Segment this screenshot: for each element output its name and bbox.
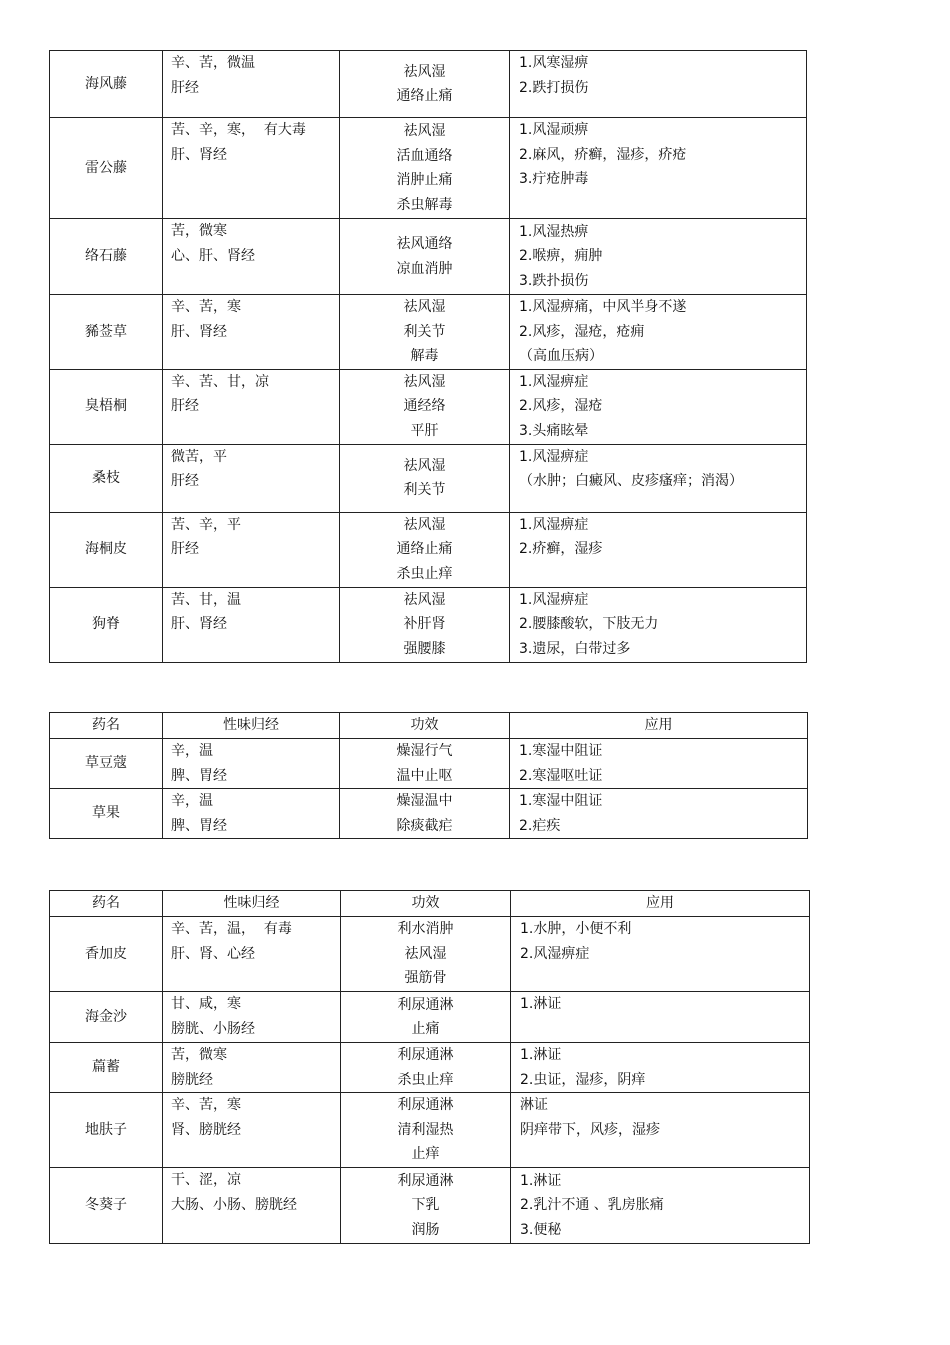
herb-properties: 辛、苦，寒 肝、肾经 — [163, 295, 340, 370]
herb-table-2 — [49, 712, 808, 839]
herb-table-1 — [49, 50, 807, 663]
herb-uses: 1.风湿痹症 2.风疹，湿疮 3.头痛眩晕 — [510, 369, 807, 444]
herb-name: 海金沙 — [50, 992, 163, 1043]
table-row — [50, 917, 810, 992]
table-row — [50, 1093, 810, 1168]
herb-uses: 1.寒湿中阻证 2.寒湿呕吐证 — [510, 739, 808, 789]
header-effects: 功效 — [340, 713, 510, 739]
herb-name: 雷公藤 — [50, 118, 163, 219]
herb-effects: 祛风湿 补肝肾 强腰膝 — [340, 587, 510, 662]
herb-uses: 1.淋证 — [511, 992, 810, 1043]
table-row — [50, 219, 807, 295]
herb-properties: 辛、苦，寒 肾、膀胱经 — [163, 1093, 341, 1168]
herb-name: 草豆蔻 — [50, 739, 163, 789]
herb-name: 桑枝 — [50, 444, 163, 512]
herb-properties: 辛、苦，微温 肝经 — [163, 51, 340, 118]
herb-effects: 祛风通络 凉血消肿 — [340, 219, 510, 295]
herb-effects: 祛风湿 通络止痛 杀虫止痒 — [340, 512, 510, 587]
header-properties: 性味归经 — [163, 891, 341, 917]
herb-effects: 利水消肿 祛风湿 强筋骨 — [341, 917, 511, 992]
herb-uses: 1.风湿痹症 2.疥癣，湿疹 — [510, 512, 807, 587]
herb-effects: 燥湿行气 温中止呕 — [340, 739, 510, 789]
herb-uses: 1.淋证 2.虫证，湿疹，阴痒 — [511, 1043, 810, 1093]
herb-properties: 辛，温 脾、胃经 — [163, 739, 340, 789]
herb-name: 香加皮 — [50, 917, 163, 992]
herb-name: 海风藤 — [50, 51, 163, 118]
herb-uses: 淋证 阴痒带下，风疹，湿疹 — [511, 1093, 810, 1168]
herb-table-3 — [49, 890, 810, 1244]
herb-effects: 燥湿温中 除痰截疟 — [340, 789, 510, 839]
herb-effects: 利尿通淋 止痛 — [341, 992, 511, 1043]
herb-name: 海桐皮 — [50, 512, 163, 587]
herb-properties: 辛、苦、甘，凉 肝经 — [163, 369, 340, 444]
table-row — [50, 739, 808, 789]
header-name: 药名 — [50, 713, 163, 739]
herb-name: 狗脊 — [50, 587, 163, 662]
herb-name: 络石藤 — [50, 219, 163, 295]
table-row — [50, 51, 807, 118]
herb-uses: 1.淋证 2.乳汁不通 、乳房胀痛 3.便秘 — [511, 1168, 810, 1244]
herb-uses: 1.风寒湿痹 2.跌打损伤 — [510, 51, 807, 118]
herb-uses: 1.风湿顽痹 2.麻风，疥癣，湿疹，疥疮 3.疔疮肿毒 — [510, 118, 807, 219]
table-row — [50, 118, 807, 219]
herb-uses: 1.风湿痹痛，中风半身不遂 2.风疹，湿疮，疮痈 （高血压病） — [510, 295, 807, 370]
herb-name: 草果 — [50, 789, 163, 839]
table-row — [50, 992, 810, 1043]
herb-properties: 辛，温 脾、胃经 — [163, 789, 340, 839]
herb-uses: 1.风湿痹症 2.腰膝酸软，下肢无力 3.遗尿，白带过多 — [510, 587, 807, 662]
herb-uses: 1.寒湿中阻证 2.疟疾 — [510, 789, 808, 839]
header-properties: 性味归经 — [163, 713, 340, 739]
table-row — [50, 789, 808, 839]
table-row — [50, 1043, 810, 1093]
herb-name: 冬葵子 — [50, 1168, 163, 1244]
header-uses: 应用 — [511, 891, 810, 917]
herb-properties: 苦，微寒 膀胱经 — [163, 1043, 341, 1093]
herb-uses: 1.水肿，小便不利 2.风湿痹症 — [511, 917, 810, 992]
herb-name: 萹蓄 — [50, 1043, 163, 1093]
header-name: 药名 — [50, 891, 163, 917]
herb-properties: 微苦，平 肝经 — [163, 444, 340, 512]
header-uses: 应用 — [510, 713, 808, 739]
herb-name: 地肤子 — [50, 1093, 163, 1168]
herb-effects: 利尿通淋 下乳 润肠 — [341, 1168, 511, 1244]
herb-properties: 辛、苦，温， 有毒 肝、肾、心经 — [163, 917, 341, 992]
header-effects: 功效 — [341, 891, 511, 917]
herb-effects: 祛风湿 活血通络 消肿止痛 杀虫解毒 — [340, 118, 510, 219]
herb-properties: 苦、辛，平 肝经 — [163, 512, 340, 587]
herb-properties: 干、涩，凉 大肠、小肠、膀胱经 — [163, 1168, 341, 1244]
table-header-row — [50, 713, 808, 739]
herb-effects: 祛风湿 通经络 平肝 — [340, 369, 510, 444]
herb-name: 豨莶草 — [50, 295, 163, 370]
herb-name: 臭梧桐 — [50, 369, 163, 444]
herb-uses: 1.风湿痹症 （水肿；白癜风、皮疹瘙痒；消渴） — [510, 444, 807, 512]
herb-uses: 1.风湿热痹 2.喉痹，痈肿 3.跌扑损伤 — [510, 219, 807, 295]
herb-effects: 祛风湿 通络止痛 — [340, 51, 510, 118]
herb-properties: 苦，微寒 心、肝、肾经 — [163, 219, 340, 295]
herb-effects: 利尿通淋 清利湿热 止痒 — [341, 1093, 511, 1168]
table-row — [50, 369, 807, 444]
herb-properties: 甘、咸，寒 膀胱、小肠经 — [163, 992, 341, 1043]
table-row — [50, 295, 807, 370]
herb-effects: 祛风湿 利关节 — [340, 444, 510, 512]
herb-properties: 苦、甘，温 肝、肾经 — [163, 587, 340, 662]
herb-properties: 苦、辛，寒， 有大毒 肝、肾经 — [163, 118, 340, 219]
table-row — [50, 587, 807, 662]
table-row — [50, 1168, 810, 1244]
table-row — [50, 512, 807, 587]
table-header-row — [50, 891, 810, 917]
herb-effects: 祛风湿 利关节 解毒 — [340, 295, 510, 370]
table-row — [50, 444, 807, 512]
herb-effects: 利尿通淋 杀虫止痒 — [341, 1043, 511, 1093]
